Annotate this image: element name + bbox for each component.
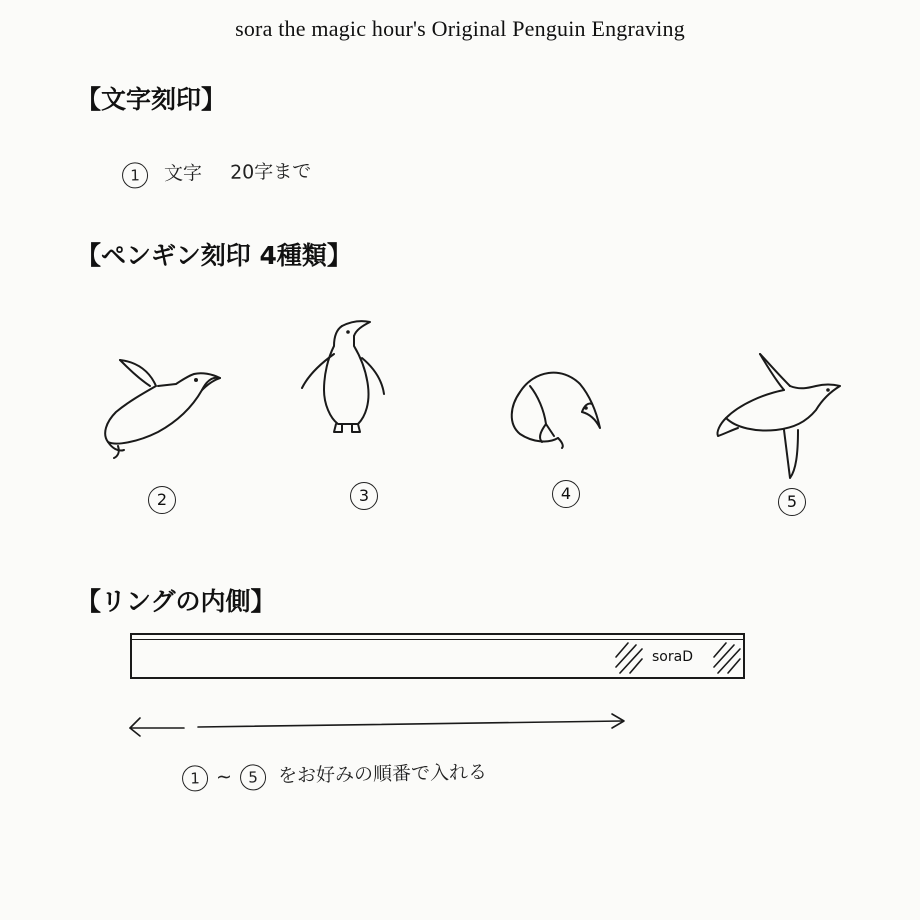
penguin-label-3: 3 bbox=[350, 482, 378, 510]
option-number-1: 1 bbox=[122, 162, 148, 188]
penguin-label-5: 5 bbox=[778, 488, 806, 516]
option-number-end: 5 bbox=[240, 764, 266, 790]
text-engraving-heading: 【文字刻印】 bbox=[76, 85, 227, 114]
penguin-spread-icon bbox=[710, 346, 850, 486]
hatch-right-icon bbox=[712, 641, 742, 675]
text-engraving-item bbox=[122, 156, 312, 188]
text-engraving-label: 文字 bbox=[163, 162, 203, 185]
penguin-engraving-heading: 【ペンギン刻印 4種類】 bbox=[76, 241, 352, 270]
hatch-left-icon bbox=[614, 641, 644, 675]
range-tilde: ~ bbox=[215, 765, 233, 789]
double-arrow-icon bbox=[124, 708, 634, 740]
ring-engraving-text: soraD bbox=[652, 649, 693, 665]
ring-inside-diagram bbox=[130, 633, 745, 679]
ring-inner-line bbox=[132, 639, 743, 640]
penguin-bowing-icon bbox=[500, 362, 610, 452]
ring-instruction-text: をお好みの順番で入れる bbox=[277, 761, 488, 787]
penguin-flying-icon bbox=[98, 350, 228, 460]
penguin-standing-icon bbox=[296, 318, 390, 438]
ring-instruction bbox=[182, 757, 488, 791]
penguin-label-2: 2 bbox=[148, 486, 176, 514]
ring-inside-heading: 【リングの内側】 bbox=[76, 587, 276, 616]
text-engraving-limit: 20字まで bbox=[229, 160, 312, 184]
option-number-start: 1 bbox=[182, 765, 208, 791]
page-title: sora the magic hour's Original Penguin Engraving bbox=[235, 16, 685, 41]
penguin-label-4: 4 bbox=[552, 480, 580, 508]
